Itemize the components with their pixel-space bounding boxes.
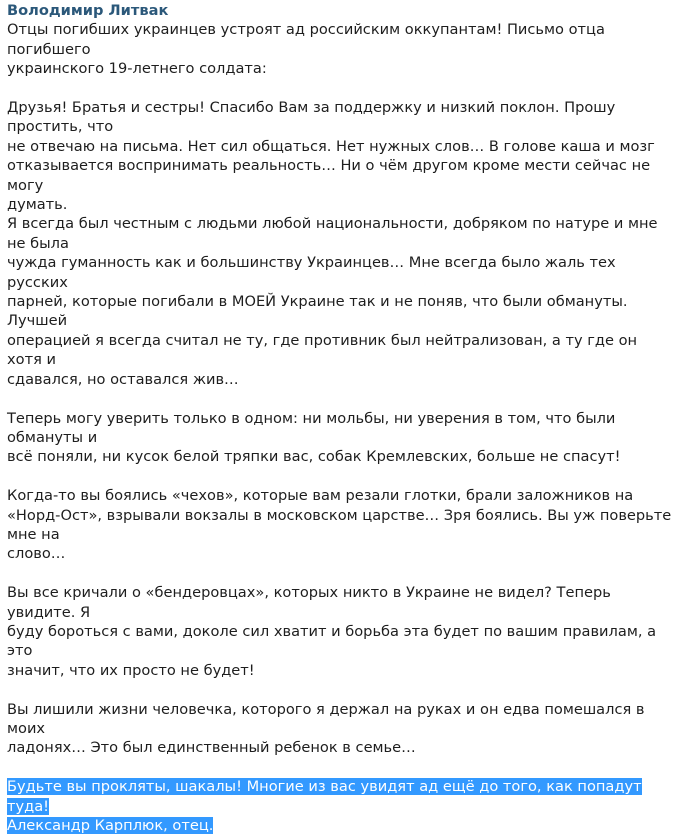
post-paragraph: Друзья! Братья и сестры! Спасибо Вам за поддержку и низкий поклон. Прошу простить, что не отвечаю на письма. Нет сил общаться. Нет нужных слов… В голове каша и мозг отказывается воспринимать реальность… Ни о чём другом кроме мести сейчас не могу думать. Я всегда был честным с людьми любой национальности, добряком по натуре и мне не была чужда гуманность как и большинству Украинцев… Мне всегда было жаль тех русских парней, которые погибали в МОЕЙ Украине так и не поняв, что были обмануты. Лучшей операцией я всегда считал не ту, где противник был нейтрализован, а ту где он хотя и сдавался, но оставался жив… <box>7 99 658 388</box>
post-paragraph: Теперь могу уверить только в одном: ни мольбы, ни уверения в том, что были обмануты и всё поняли, ни кусок белой тряпки вас, собак Кремлевских, больше не спасут! <box>7 409 621 466</box>
post <box>7 1 675 835</box>
post-author-link[interactable]: Володимир Литвак <box>7 2 169 19</box>
post-paragraph: Когда-то вы боялись «чехов», которые вам резали глотки, брали заложников на «Норд-Ост», взрывали вокзалы в московском царстве… Зря боялись. Вы уж поверьте мне на слово… <box>7 487 672 563</box>
selected-line[interactable]: Будьте вы прокляты, шакалы! Многие из вас увидят ад ещё до того, как попадут туда! <box>7 778 642 815</box>
selected-text[interactable] <box>7 777 675 835</box>
post-intro: Отцы погибших украинцев устроят ад российским оккупантам! Письмо отца погибшего украинского 19-летнего солдата: <box>7 21 605 78</box>
selected-line-signature[interactable]: Александр Карплюк, отец. <box>7 816 214 834</box>
post-paragraph: Вы лишили жизни человечка, которого я держал на руках и он едва помешался в моих ладонях… Это был единственный ребенок в семье… <box>7 700 645 757</box>
post-paragraph: Вы все кричали о «бендеровцах», которых никто в Украине не видел? Теперь увидите. Я буду бороться с вами, доколе сил хватит и борьба эта будет по вашим правилам, а это значит, что их просто не будет! <box>7 584 657 679</box>
